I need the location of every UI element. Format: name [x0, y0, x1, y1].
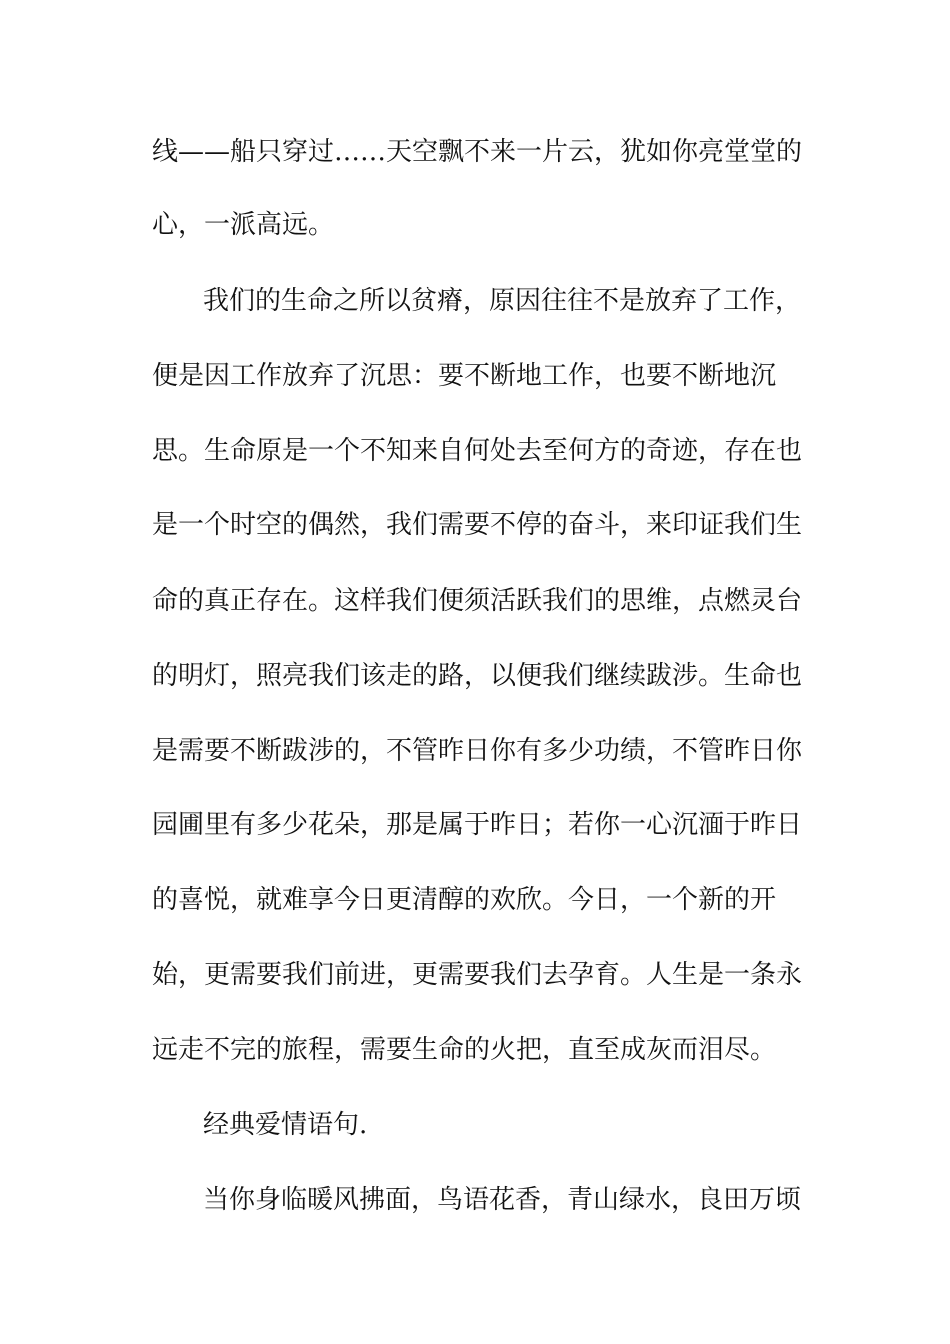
section-heading: 经典爱情语句.: [203, 1110, 368, 1140]
text-line-6: 是一个时空的偶然，我们需要不停的奋斗，来印证我们生: [152, 510, 803, 540]
text-line-12: 始，更需要我们前进，更需要我们去孕育。人生是一条永: [152, 960, 803, 990]
text-line-3: 我们的生命之所以贫瘠，原因往往不是放弃了工作，: [203, 286, 802, 316]
text-line-11: 的喜悦，就难享今日更清醇的欢欣。今日，一个新的开: [152, 885, 777, 915]
text-line-8: 的明灯，照亮我们该走的路，以便我们继续跋涉。生命也: [152, 661, 803, 691]
text-line-1: 线——船只穿过……天空飘不来一片云，犹如你亮堂堂的: [152, 137, 803, 167]
text-line-4: 便是因工作放弃了沉思：要不断地工作，也要不断地沉: [152, 361, 777, 391]
text-line-10: 园圃里有多少花朵，那是属于昨日；若你一心沉湎于昨日: [152, 810, 803, 840]
text-line-5: 思。生命原是一个不知来自何处去至何方的奇迹，存在也: [152, 436, 803, 466]
text-line-2: 心，一派高远。: [152, 210, 335, 240]
text-line-15: 当你身临暖风拂面，鸟语花香，青山绿水，良田万顷: [203, 1185, 802, 1215]
text-line-7: 命的真正存在。这样我们便须活跃我们的思维，点燃灵台: [152, 586, 803, 616]
text-line-13: 远走不完的旅程，需要生命的火把，直至成灰而泪尽。: [152, 1035, 777, 1065]
text-line-9: 是需要不断跋涉的，不管昨日你有多少功绩，不管昨日你: [152, 736, 803, 766]
